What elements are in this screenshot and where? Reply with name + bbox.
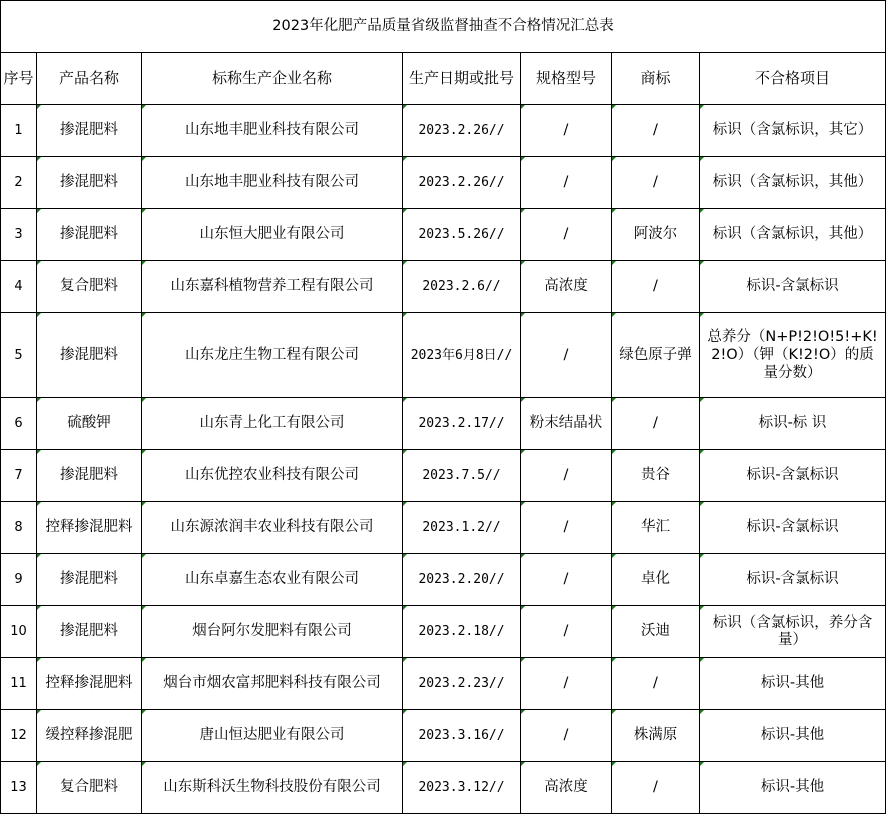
cell-company: 山东优控农业科技有限公司	[142, 450, 403, 502]
column-header-issue: 不合格项目	[700, 53, 886, 105]
cell-company: 山东恒大肥业有限公司	[142, 209, 403, 261]
cell-no: 9	[1, 554, 37, 606]
cell-date: 2023.7.5//	[403, 450, 521, 502]
cell-no: 1	[1, 105, 37, 157]
cell-brand: /	[612, 157, 700, 209]
column-header-no: 序号	[1, 53, 37, 105]
cell-date: 2023.5.26//	[403, 209, 521, 261]
cell-spec: /	[521, 209, 612, 261]
cell-product: 掺混肥料	[37, 209, 142, 261]
cell-issue: 标识-含氯标识	[700, 261, 886, 313]
column-header-company: 标称生产企业名称	[142, 53, 403, 105]
cell-product: 掺混肥料	[37, 450, 142, 502]
cell-product: 掺混肥料	[37, 105, 142, 157]
cell-product: 复合肥料	[37, 261, 142, 313]
cell-spec: 粉末结晶状	[521, 398, 612, 450]
cell-company: 烟台市烟农富邦肥料科技有限公司	[142, 658, 403, 710]
cell-issue: 总养分（N+P!2!O!5!+K!2!O）（钾（K!2!O）的质量分数）	[700, 313, 886, 398]
cell-no: 10	[1, 606, 37, 658]
cell-issue: 标识（含氯标识，其他）	[700, 209, 886, 261]
cell-date: 2023.2.26//	[403, 157, 521, 209]
table-row	[1, 502, 886, 554]
cell-spec: /	[521, 502, 612, 554]
table-row	[1, 209, 886, 261]
cell-spec: /	[521, 105, 612, 157]
cell-spec: /	[521, 554, 612, 606]
cell-spec: /	[521, 450, 612, 502]
cell-no: 7	[1, 450, 37, 502]
column-header-date: 生产日期或批号	[403, 53, 521, 105]
cell-brand: /	[612, 398, 700, 450]
cell-issue: 标识-其他	[700, 710, 886, 762]
table-row	[1, 261, 886, 313]
table-row	[1, 710, 886, 762]
cell-brand: /	[612, 658, 700, 710]
cell-product: 缓控释掺混肥	[37, 710, 142, 762]
title-row	[1, 1, 886, 53]
cell-issue: 标识-含氯标识	[700, 450, 886, 502]
table-row	[1, 105, 886, 157]
cell-date: 2023.2.26//	[403, 105, 521, 157]
cell-date: 2023.2.18//	[403, 606, 521, 658]
cell-spec: /	[521, 313, 612, 398]
cell-issue: 标识（含氯标识，养分含量）	[700, 606, 886, 658]
cell-product: 掺混肥料	[37, 554, 142, 606]
cell-brand: 沃迪	[612, 606, 700, 658]
column-header-spec: 规格型号	[521, 53, 612, 105]
cell-date: 2023.3.16//	[403, 710, 521, 762]
cell-date: 2023.2.17//	[403, 398, 521, 450]
cell-date: 2023.2.20//	[403, 554, 521, 606]
cell-company: 山东卓嘉生态农业有限公司	[142, 554, 403, 606]
table-row	[1, 398, 886, 450]
table-title: 2023年化肥产品质量省级监督抽查不合格情况汇总表	[1, 1, 886, 53]
cell-product: 控释掺混肥料	[37, 502, 142, 554]
cell-no: 6	[1, 398, 37, 450]
cell-brand: 卓化	[612, 554, 700, 606]
cell-company: 山东地丰肥业科技有限公司	[142, 105, 403, 157]
cell-issue: 标识（含氯标识，其他）	[700, 157, 886, 209]
cell-issue: 标识-其他	[700, 762, 886, 814]
cell-date: 2023年6月8日//	[403, 313, 521, 398]
cell-company: 山东嘉科植物营养工程有限公司	[142, 261, 403, 313]
cell-brand: 贵谷	[612, 450, 700, 502]
cell-product: 控释掺混肥料	[37, 658, 142, 710]
table-row	[1, 157, 886, 209]
cell-no: 12	[1, 710, 37, 762]
cell-company: 山东龙庄生物工程有限公司	[142, 313, 403, 398]
cell-spec: 高浓度	[521, 762, 612, 814]
cell-company: 烟台阿尔发肥料有限公司	[142, 606, 403, 658]
cell-brand: 株满原	[612, 710, 700, 762]
table-row	[1, 313, 886, 398]
cell-no: 5	[1, 313, 37, 398]
cell-brand: 阿波尔	[612, 209, 700, 261]
cell-issue: 标识-标 识	[700, 398, 886, 450]
cell-no: 3	[1, 209, 37, 261]
cell-spec: 高浓度	[521, 261, 612, 313]
cell-product: 掺混肥料	[37, 157, 142, 209]
column-header-product: 产品名称	[37, 53, 142, 105]
cell-company: 山东斯科沃生物科技股份有限公司	[142, 762, 403, 814]
cell-no: 11	[1, 658, 37, 710]
cell-product: 硫酸钾	[37, 398, 142, 450]
cell-issue: 标识-含氯标识	[700, 502, 886, 554]
cell-issue: 标识-含氯标识	[700, 554, 886, 606]
cell-brand: /	[612, 261, 700, 313]
cell-spec: /	[521, 157, 612, 209]
table-row	[1, 450, 886, 502]
table-row	[1, 658, 886, 710]
cell-company: 山东地丰肥业科技有限公司	[142, 157, 403, 209]
cell-company: 山东源浓润丰农业科技有限公司	[142, 502, 403, 554]
cell-no: 8	[1, 502, 37, 554]
cell-brand: 华汇	[612, 502, 700, 554]
table-row	[1, 554, 886, 606]
cell-date: 2023.1.2//	[403, 502, 521, 554]
table-row	[1, 762, 886, 814]
cell-brand: /	[612, 105, 700, 157]
cell-company: 山东青上化工有限公司	[142, 398, 403, 450]
cell-spec: /	[521, 606, 612, 658]
cell-product: 掺混肥料	[37, 606, 142, 658]
cell-spec: /	[521, 710, 612, 762]
cell-brand: 绿色原子弹	[612, 313, 700, 398]
cell-issue: 标识-其他	[700, 658, 886, 710]
cell-product: 掺混肥料	[37, 313, 142, 398]
column-header-brand: 商标	[612, 53, 700, 105]
cell-date: 2023.2.23//	[403, 658, 521, 710]
table-row	[1, 606, 886, 658]
cell-product: 复合肥料	[37, 762, 142, 814]
cell-no: 2	[1, 157, 37, 209]
cell-date: 2023.3.12//	[403, 762, 521, 814]
cell-brand: /	[612, 762, 700, 814]
header-row	[1, 53, 886, 105]
cell-date: 2023.2.6//	[403, 261, 521, 313]
cell-no: 4	[1, 261, 37, 313]
cell-spec: /	[521, 658, 612, 710]
cell-company: 唐山恒达肥业有限公司	[142, 710, 403, 762]
cell-issue: 标识（含氯标识，其它）	[700, 105, 886, 157]
cell-no: 13	[1, 762, 37, 814]
